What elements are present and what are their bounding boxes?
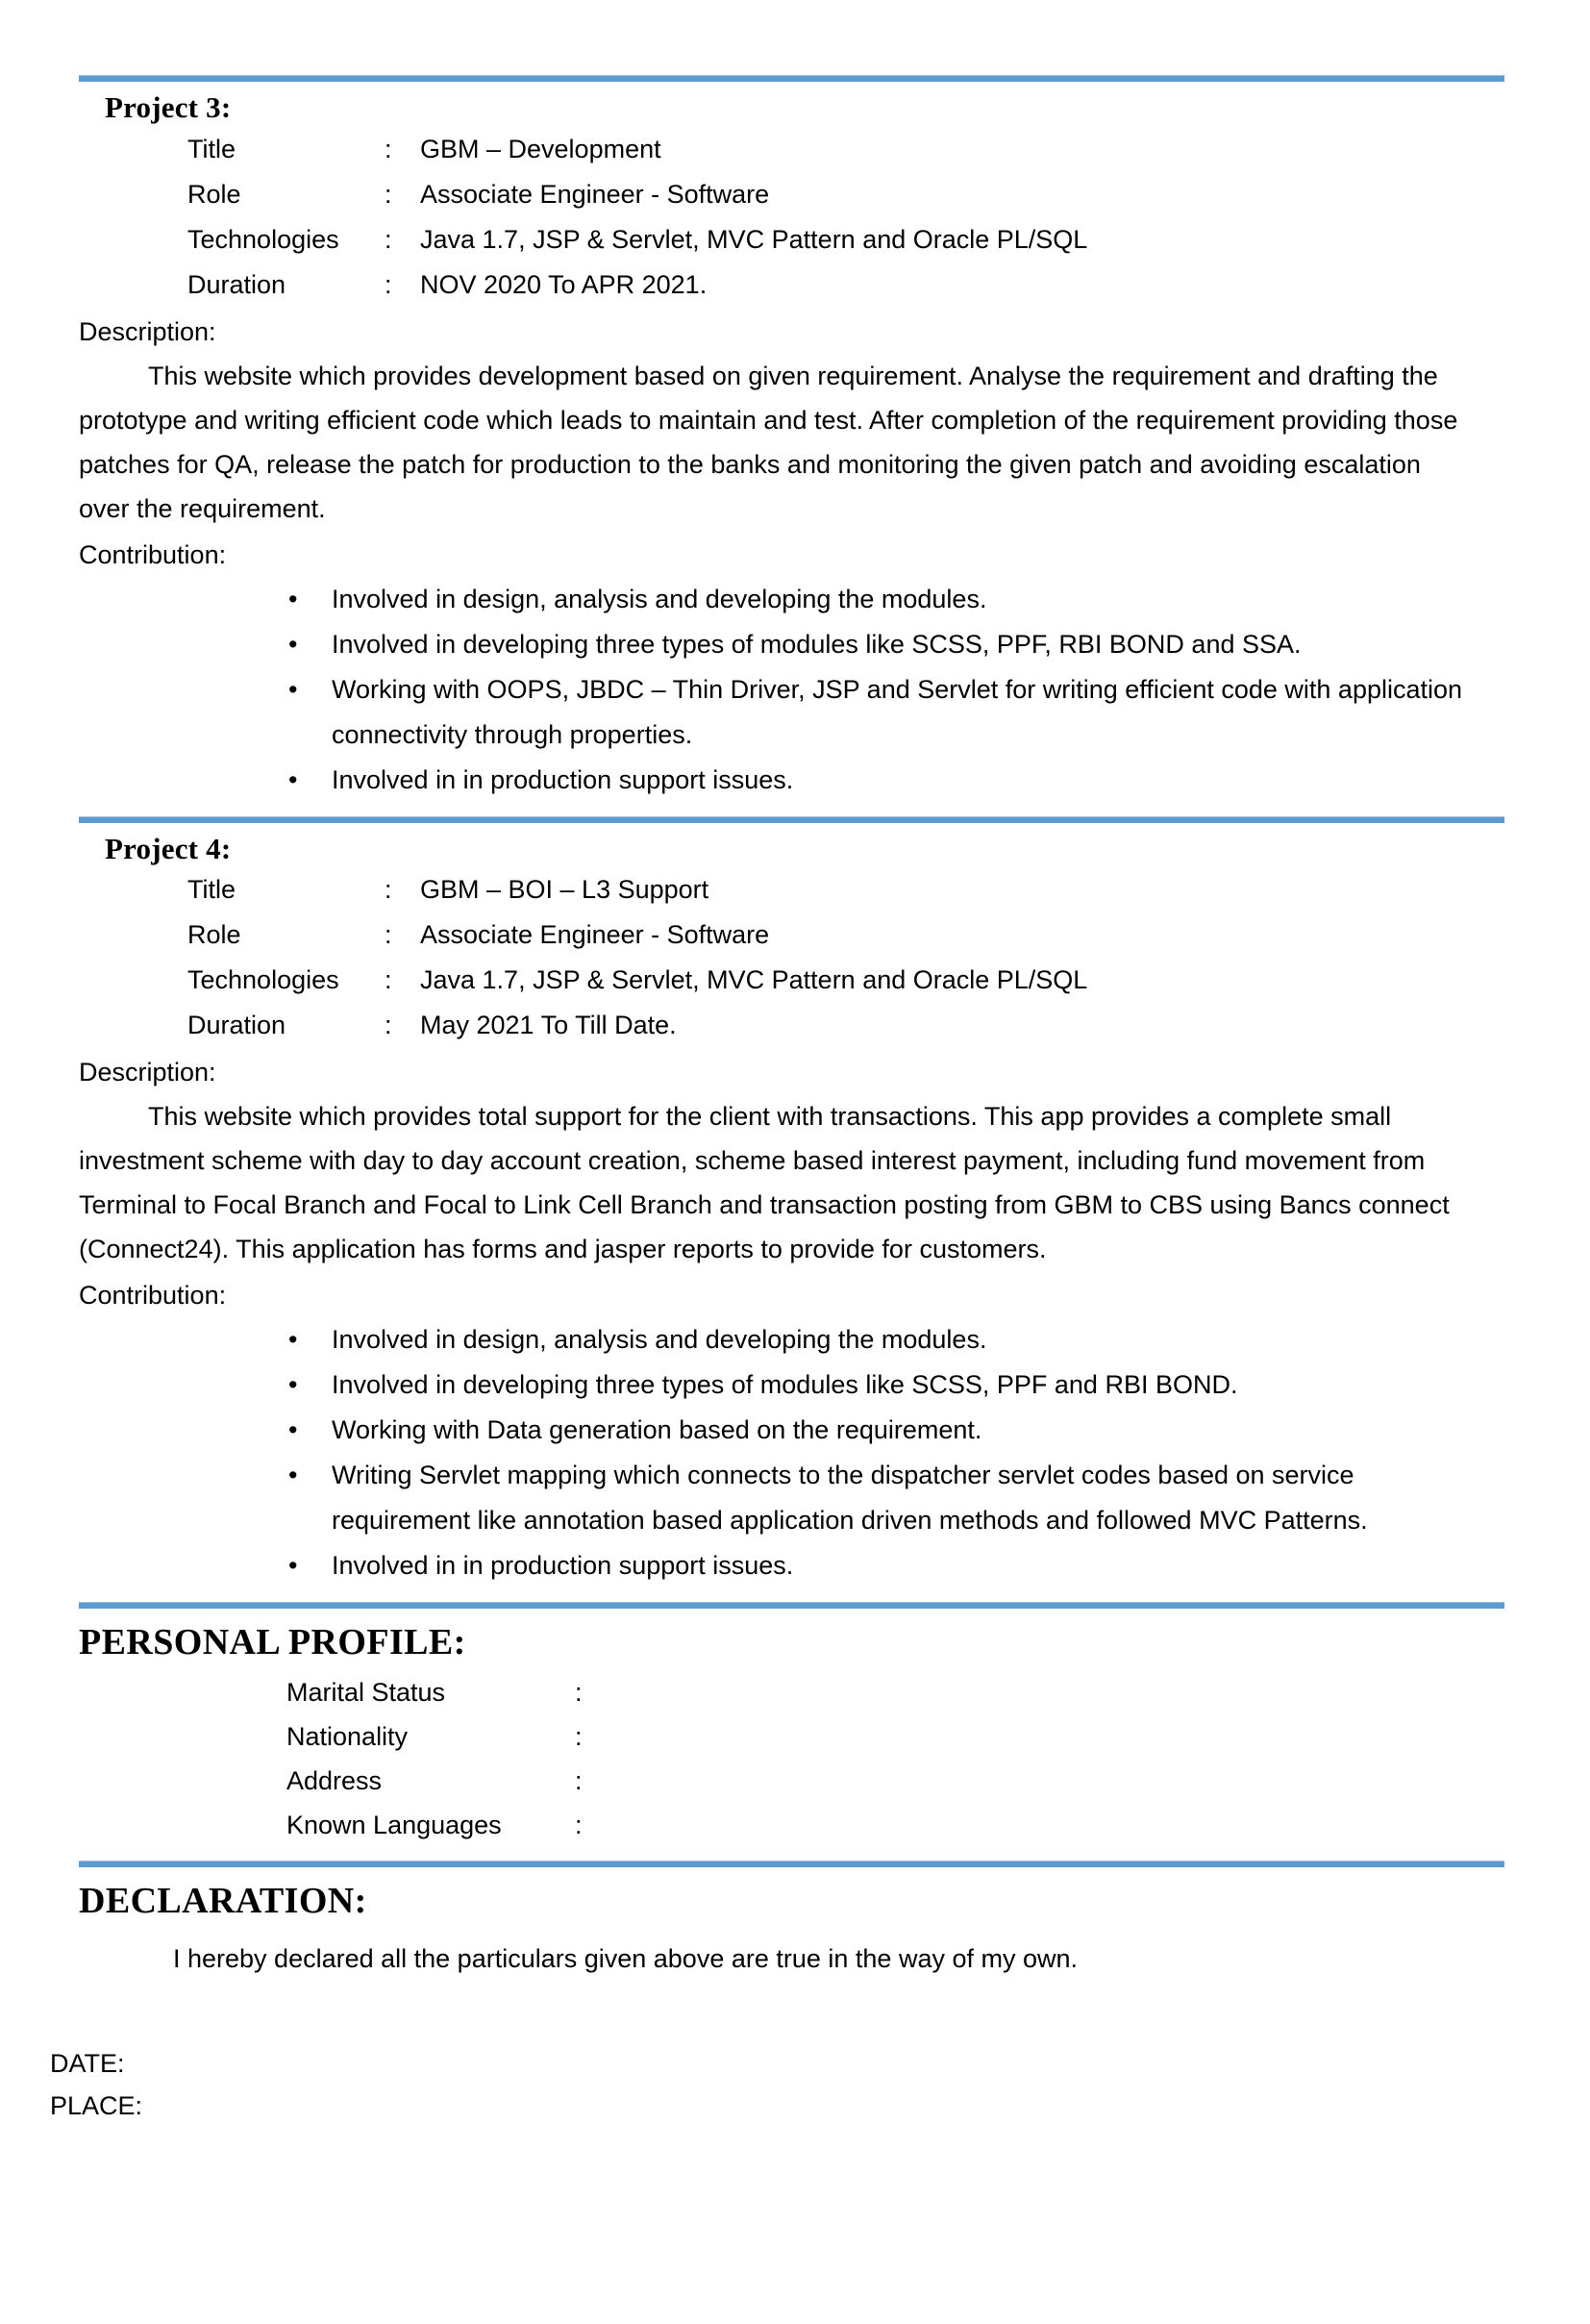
- field-label: Role: [187, 179, 241, 209]
- field-row: [286, 1803, 1511, 1847]
- list-item: [288, 622, 1476, 667]
- field-label: Title: [187, 875, 236, 905]
- project4-description-text: This website which provides total support for the client with transactions. This app provides a complete small investment scheme with day to day account creation, scheme based interest payment, including fund movement from Terminal to Focal Branch and Focal to Link Cell Branch and transaction posting from GBM to CBS using Bancs connect (Connect24). This application has forms and jasper reports to provide for customers.: [79, 1102, 1450, 1264]
- bullet-icon: •: [288, 1370, 298, 1400]
- field-label: Marital Status: [286, 1677, 446, 1707]
- project4-heading: Project 4:: [105, 831, 232, 865]
- field-row: [187, 958, 1511, 1003]
- field-label: Duration: [187, 1011, 286, 1040]
- list-item: [288, 1453, 1476, 1543]
- field-label: Nationality: [286, 1721, 409, 1751]
- field-row: [187, 867, 1511, 912]
- spacer: [79, 1981, 1511, 2042]
- field-row: [187, 172, 1511, 217]
- resume-page: [0, 75, 1590, 2324]
- list-item-text: Working with OOPS, JBDC – Thin Driver, JSP and Servlet for writing efficient code with application connectivity through properties.: [332, 674, 1463, 749]
- project4-contribution-list: [79, 1317, 1511, 1588]
- date-label: DATE:: [50, 2048, 125, 2078]
- field-value: NOV 2020 To APR 2021.: [420, 269, 708, 299]
- field-label: Duration: [187, 269, 286, 299]
- field-colon: :: [575, 1677, 583, 1707]
- project3-heading: Project 3:: [105, 90, 232, 124]
- list-item: [288, 1408, 1476, 1453]
- field-label: Address: [286, 1765, 383, 1795]
- list-item-text: Involved in design, analysis and developing the modules.: [332, 584, 987, 613]
- bullet-icon: •: [288, 584, 298, 613]
- bullet-icon: •: [288, 1461, 298, 1490]
- bullet-icon: •: [288, 629, 298, 659]
- place-label: PLACE:: [50, 2090, 143, 2120]
- personal-profile-fields: [286, 1670, 1511, 1847]
- list-item-text: Writing Servlet mapping which connects to the dispatcher servlet codes based on service requirement like annotation based application driven methods and followed MVC Patterns.: [332, 1461, 1368, 1536]
- section-divider-rule-project3: [79, 75, 1504, 82]
- field-colon: :: [385, 269, 392, 299]
- field-colon: :: [385, 134, 392, 163]
- list-item: [288, 577, 1476, 622]
- field-label: Role: [187, 920, 241, 950]
- field-colon: :: [575, 1765, 583, 1795]
- field-colon: :: [575, 1721, 583, 1751]
- list-item-text: Involved in design, analysis and developing the modules.: [332, 1325, 987, 1355]
- project3-contribution-list: [79, 577, 1511, 803]
- field-colon: :: [385, 965, 392, 995]
- project4-contribution-label: Contribution:: [79, 1281, 227, 1311]
- list-item: [288, 1362, 1476, 1408]
- field-value: GBM – BOI – L3 Support: [420, 875, 709, 905]
- field-row: [187, 1003, 1511, 1048]
- bullet-icon: •: [288, 1325, 298, 1355]
- bullet-icon: •: [288, 1551, 298, 1581]
- field-value: May 2021 To Till Date.: [420, 1011, 677, 1040]
- field-row: [187, 217, 1511, 262]
- field-row: [286, 1759, 1511, 1803]
- personal-profile-heading: PERSONAL PROFILE:: [79, 1622, 466, 1663]
- field-colon: :: [385, 875, 392, 905]
- list-item: [288, 667, 1476, 758]
- list-item-text: Involved in developing three types of modules like SCSS, PPF and RBI BOND.: [332, 1370, 1238, 1400]
- project4-description-label: Description:: [79, 1058, 216, 1087]
- field-label: Title: [187, 134, 236, 163]
- project3-description-text: This website which provides development based on given requirement. Analyse the requirement and drafting the prototype and writing efficient code which leads to maintain and test. After completion of the requirement providing those patches for QA, release the patch for production to the banks and monitoring the given patch and avoiding escalation over the requirement.: [79, 361, 1458, 523]
- project3-fields: [187, 127, 1511, 308]
- field-value: Java 1.7, JSP & Servlet, MVC Pattern and Oracle PL/SQL: [420, 224, 1088, 254]
- field-colon: :: [385, 179, 392, 209]
- field-colon: :: [385, 1011, 392, 1040]
- list-item-text: Working with Data generation based on the requirement.: [332, 1415, 982, 1445]
- field-value: GBM – Development: [420, 134, 661, 163]
- project4-fields: [187, 867, 1511, 1048]
- field-row: [187, 912, 1511, 958]
- declaration-text: I hereby declared all the particulars given above are true in the way of my own.: [173, 1943, 1079, 1973]
- field-row: [286, 1670, 1511, 1714]
- field-row: [286, 1714, 1511, 1759]
- declaration-heading: DECLARATION:: [79, 1880, 367, 1921]
- project3-description-label: Description:: [79, 316, 216, 346]
- bullet-icon: •: [288, 764, 298, 794]
- field-colon: :: [385, 224, 392, 254]
- section-divider-rule-declaration: [79, 1861, 1504, 1867]
- list-item-text: Involved in in production support issues.: [332, 1551, 794, 1581]
- field-label: Technologies: [187, 965, 339, 995]
- bullet-icon: •: [288, 674, 298, 704]
- list-item-text: Involved in developing three types of modules like SCSS, PPF, RBI BOND and SSA.: [332, 629, 1302, 659]
- field-value: Java 1.7, JSP & Servlet, MVC Pattern and Oracle PL/SQL: [420, 965, 1088, 995]
- field-label: Known Languages: [286, 1810, 502, 1839]
- list-item: [288, 1543, 1476, 1588]
- field-value: Associate Engineer - Software: [420, 920, 770, 950]
- list-item: [288, 1317, 1476, 1362]
- bullet-icon: •: [288, 1415, 298, 1445]
- field-label: Technologies: [187, 224, 339, 254]
- section-divider-rule-project4: [79, 816, 1504, 823]
- section-divider-rule-personal-profile: [79, 1602, 1504, 1609]
- list-item-text: Involved in in production support issues.: [332, 764, 794, 794]
- field-colon: :: [575, 1810, 583, 1839]
- field-row: [187, 127, 1511, 172]
- list-item: [288, 758, 1476, 803]
- field-row: [187, 262, 1511, 308]
- field-colon: :: [385, 920, 392, 950]
- field-value: Associate Engineer - Software: [420, 179, 770, 209]
- project3-contribution-label: Contribution:: [79, 539, 227, 569]
